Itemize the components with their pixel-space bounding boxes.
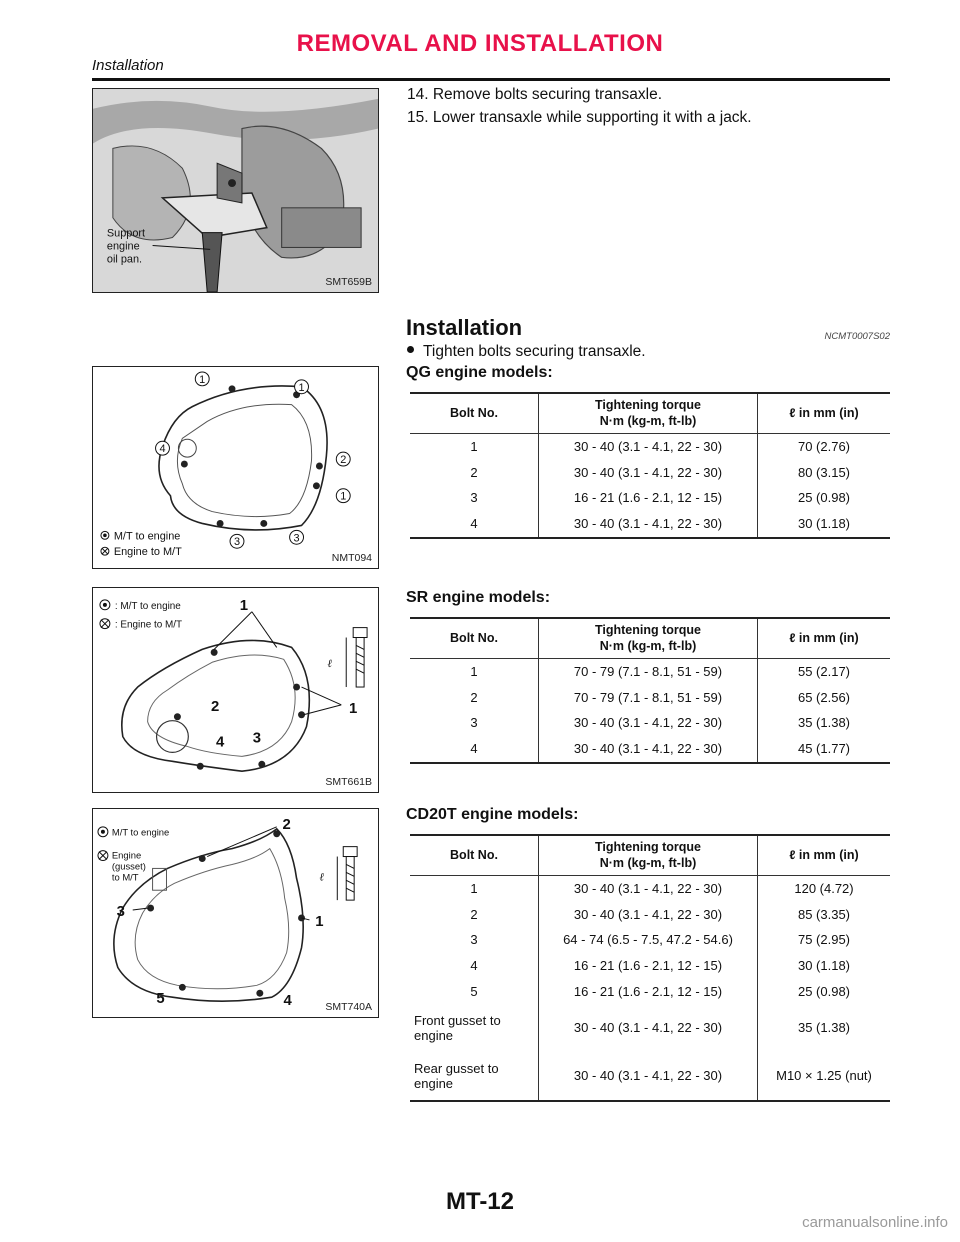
table-row: 1 30 - 40 (3.1 - 4.1, 22 - 30) 120 (4.72) bbox=[410, 876, 890, 902]
step-15: 15. Lower transaxle while supporting it with a jack. bbox=[407, 109, 752, 126]
bullet-icon bbox=[407, 346, 414, 353]
engine-support-illustration bbox=[93, 89, 378, 292]
col-torque: Tightening torque N·m (kg-m, ft-lb) bbox=[539, 618, 758, 659]
col-bolt-no: Bolt No. bbox=[410, 835, 539, 876]
col-torque: Tightening torque N·m (kg-m, ft-lb) bbox=[539, 393, 758, 434]
fig3-ell: ℓ bbox=[327, 658, 332, 671]
svg-text:3: 3 bbox=[116, 903, 125, 920]
table-row: 3 16 - 21 (1.6 - 2.1, 12 - 15) 25 (0.98) bbox=[410, 485, 890, 511]
cd20t-bolt-diagram bbox=[93, 809, 378, 1017]
svg-text:1: 1 bbox=[315, 913, 324, 930]
fig1-label-2: engine bbox=[106, 240, 140, 253]
table-row: 4 30 - 40 (3.1 - 4.1, 22 - 30) 45 (1.77) bbox=[410, 736, 890, 763]
svg-text:4: 4 bbox=[159, 443, 166, 456]
watermark: carmanualsonline.info bbox=[802, 1214, 948, 1231]
page-title: REMOVAL AND INSTALLATION bbox=[296, 30, 664, 57]
figure-code: SMT661B bbox=[325, 776, 372, 788]
table-row: 1 70 - 79 (7.1 - 8.1, 51 - 59) 55 (2.17) bbox=[410, 659, 890, 685]
col-torque: Tightening torque N·m (kg-m, ft-lb) bbox=[539, 835, 758, 876]
figure-nmt094 bbox=[92, 366, 379, 569]
svg-text:1: 1 bbox=[239, 597, 249, 614]
sr-models-heading: SR engine models: bbox=[406, 589, 551, 606]
col-bolt-no: Bolt No. bbox=[410, 618, 539, 659]
fig4-ell: ℓ bbox=[319, 871, 324, 884]
col-length: ℓ in mm (in) bbox=[758, 835, 891, 876]
sr-bolt-diagram bbox=[93, 588, 378, 792]
svg-text:3: 3 bbox=[252, 730, 261, 747]
svg-text:1: 1 bbox=[298, 381, 305, 394]
table-row: 2 30 - 40 (3.1 - 4.1, 22 - 30) 80 (3.15) bbox=[410, 460, 890, 486]
svg-text:5: 5 bbox=[156, 991, 165, 1008]
fig4-legend-mt: M/T to engine bbox=[111, 826, 170, 838]
section-title-installation: Installation bbox=[406, 315, 523, 340]
table-row: 4 16 - 21 (1.6 - 2.1, 12 - 15) 30 (1.18) bbox=[410, 953, 890, 979]
svg-text:1: 1 bbox=[199, 373, 206, 386]
svg-text:1: 1 bbox=[349, 700, 358, 717]
fig4-legend-em-3: to M/T bbox=[111, 871, 139, 883]
qg-bolt-diagram bbox=[93, 367, 378, 568]
figure-smt661b bbox=[92, 587, 379, 793]
fig1-label-3: oil pan. bbox=[106, 253, 143, 266]
qg-torque-table bbox=[410, 392, 890, 539]
header-divider bbox=[92, 78, 890, 81]
section-subtitle: Installation bbox=[92, 57, 164, 74]
table-row: Rear gusset to engine 30 - 40 (3.1 - 4.1, 22 - 30) M10 × 1.25 (nut) bbox=[410, 1052, 890, 1101]
table-row: Front gusset to engine 30 - 40 (3.1 - 4.1, 22 - 30) 35 (1.38) bbox=[410, 1004, 890, 1052]
fig2-legend-em: Engine to M/T bbox=[113, 546, 182, 559]
fig3-legend-mt: : M/T to engine bbox=[114, 600, 181, 612]
col-length: ℓ in mm (in) bbox=[758, 393, 891, 434]
table-row: 2 30 - 40 (3.1 - 4.1, 22 - 30) 85 (3.35) bbox=[410, 902, 890, 928]
col-length: ℓ in mm (in) bbox=[758, 618, 891, 659]
figure-smt659b bbox=[92, 88, 379, 293]
section-code: NCMT0007S02 bbox=[824, 331, 890, 342]
bullet-text: Tighten bolts securing transaxle. bbox=[423, 343, 646, 360]
svg-text:3: 3 bbox=[293, 532, 300, 545]
cd20t-models-heading: CD20T engine models: bbox=[406, 806, 579, 823]
svg-text:4: 4 bbox=[283, 993, 292, 1010]
step-14: 14. Remove bolts securing transaxle. bbox=[407, 86, 663, 103]
sr-torque-table bbox=[410, 617, 890, 764]
qg-models-heading: QG engine models: bbox=[406, 364, 553, 381]
table-row: 2 70 - 79 (7.1 - 8.1, 51 - 59) 65 (2.56) bbox=[410, 685, 890, 711]
table-row: 4 30 - 40 (3.1 - 4.1, 22 - 30) 30 (1.18) bbox=[410, 511, 890, 538]
svg-text:1: 1 bbox=[340, 490, 347, 503]
cd20t-torque-table bbox=[410, 834, 890, 1102]
col-bolt-no: Bolt No. bbox=[410, 393, 539, 434]
fig4-legend-em-2: (gusset) bbox=[111, 860, 146, 872]
svg-text:2: 2 bbox=[282, 816, 291, 833]
fig3-legend-em: : Engine to M/T bbox=[114, 619, 183, 631]
svg-text:2: 2 bbox=[211, 698, 220, 715]
figure-smt740a bbox=[92, 808, 379, 1018]
figure-code: SMT659B bbox=[325, 276, 372, 288]
fig4-legend-em-1: Engine bbox=[111, 849, 142, 861]
figure-code: NMT094 bbox=[331, 552, 372, 564]
bullet-item bbox=[407, 343, 646, 361]
table-row: 3 30 - 40 (3.1 - 4.1, 22 - 30) 35 (1.38) bbox=[410, 710, 890, 736]
svg-text:3: 3 bbox=[233, 536, 241, 549]
svg-text:2: 2 bbox=[340, 454, 347, 467]
fig2-legend-mt: M/T to engine bbox=[113, 530, 181, 543]
fig1-label-1: Support bbox=[106, 227, 146, 240]
figure-code: SMT740A bbox=[325, 1001, 372, 1013]
page-number: MT-12 bbox=[445, 1188, 514, 1215]
table-row: 3 64 - 74 (6.5 - 7.5, 47.2 - 54.6) 75 (2.95) bbox=[410, 927, 890, 953]
svg-text:4: 4 bbox=[215, 734, 225, 751]
table-row: 1 30 - 40 (3.1 - 4.1, 22 - 30) 70 (2.76) bbox=[410, 434, 890, 460]
table-row: 5 16 - 21 (1.6 - 2.1, 12 - 15) 25 (0.98) bbox=[410, 979, 890, 1005]
